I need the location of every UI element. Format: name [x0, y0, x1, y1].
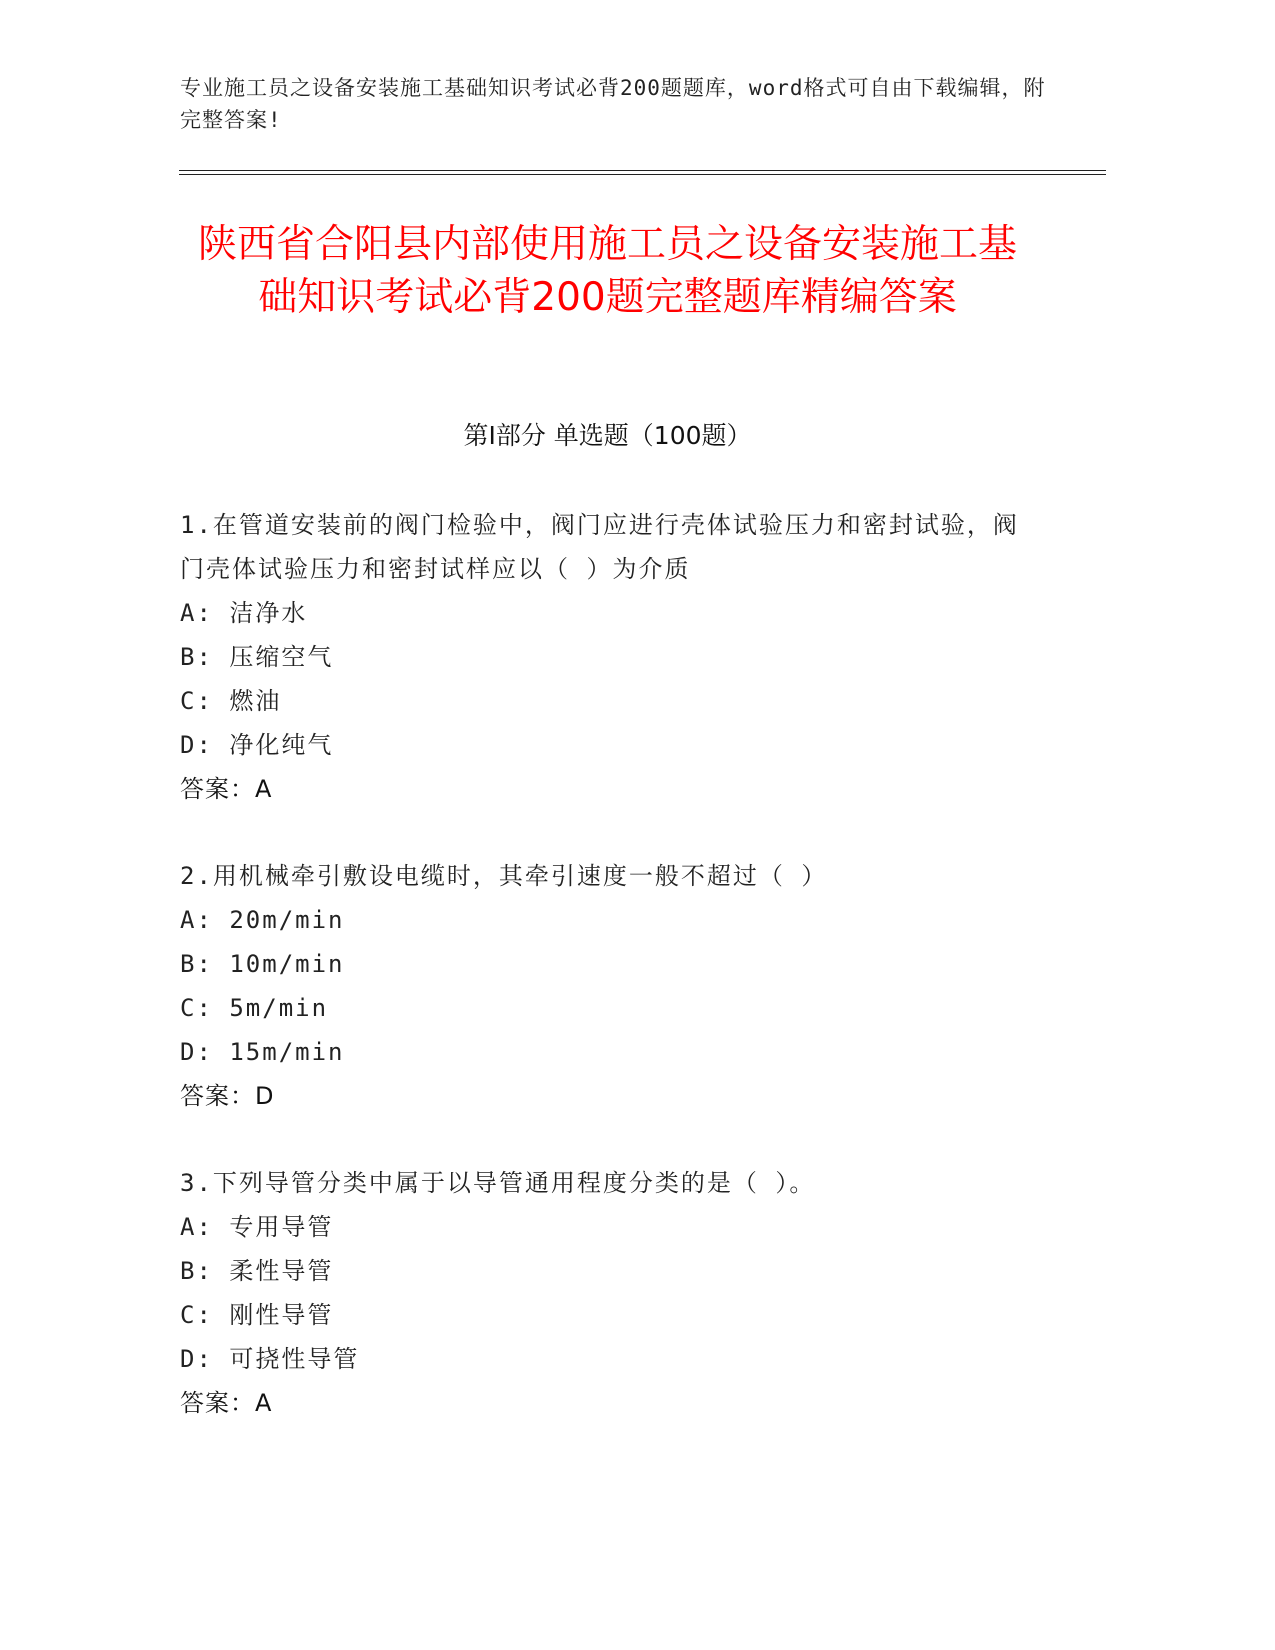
option-d: D: 15m/min [180, 1038, 345, 1066]
option-a: A: 20m/min [180, 906, 345, 934]
question-stem: 3.下列导管分类中属于以导管通用程度分类的是（ ）。 [180, 1169, 816, 1197]
header-rule-top [179, 170, 1106, 171]
option-b: B: 压缩空气 [180, 643, 334, 671]
option-a: A: 专用导管 [180, 1213, 334, 1241]
answer-line: 答案：A [180, 775, 273, 803]
question-1 [180, 503, 1040, 811]
question-3 [180, 1161, 1040, 1425]
option-a: A: 洁净水 [180, 599, 308, 627]
header-rule-bottom [179, 174, 1106, 175]
option-c: C: 刚性导管 [180, 1301, 334, 1329]
document-title: 陕西省合阳县内部使用施工员之设备安装施工基础知识考试必背200题完整题库精编答案 [197, 222, 1017, 320]
option-c: C: 5m/min [180, 994, 329, 1022]
answer-line: 答案：D [180, 1082, 275, 1110]
question-stem: 2.用机械牵引敷设电缆时，其牵引速度一般不超过（ ） [180, 862, 828, 890]
option-c: C: 燃油 [180, 687, 282, 715]
question-list [180, 503, 1040, 1468]
question-2 [180, 854, 1040, 1118]
option-d: D: 可挠性导管 [180, 1345, 360, 1373]
header-note: 专业施工员之设备安装施工基础知识考试必背200题题库，word格式可自由下载编辑，附完整答案! [180, 76, 1046, 132]
option-b: B: 10m/min [180, 950, 345, 978]
answer-line: 答案：A [180, 1389, 273, 1417]
question-stem: 1.在管道安装前的阀门检验中，阀门应进行壳体试验压力和密封试验，阀门壳体试验压力和密封试样应以（ ）为介质 [180, 511, 1019, 583]
option-d: D: 净化纯气 [180, 731, 334, 759]
section-heading: 第I部分 单选题（100题） [463, 421, 752, 450]
option-b: B: 柔性导管 [180, 1257, 334, 1285]
